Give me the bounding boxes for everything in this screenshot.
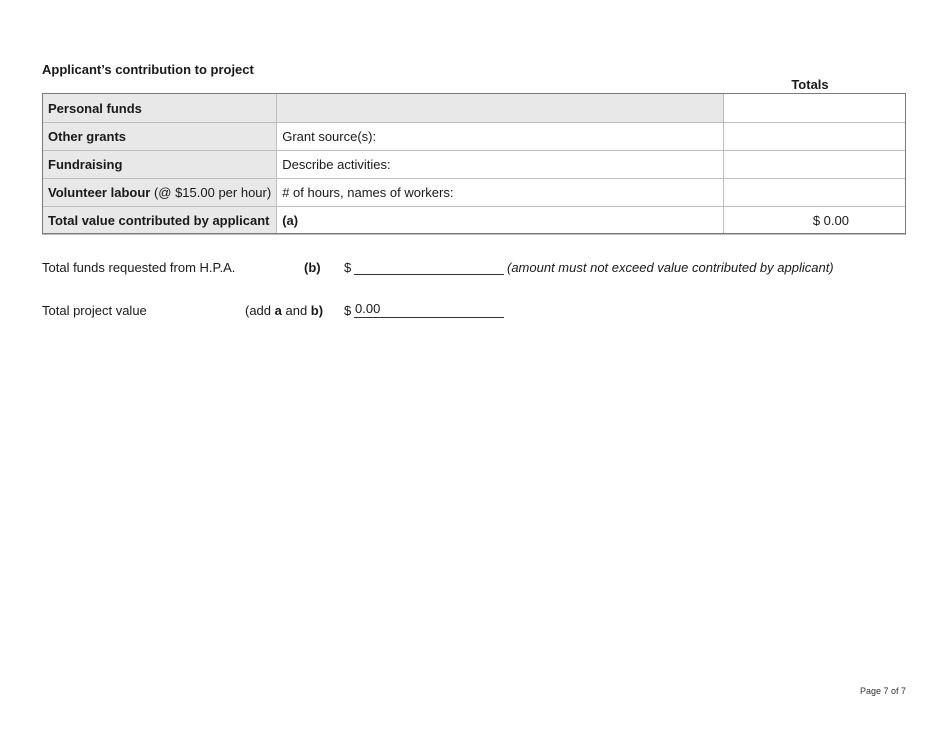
fundraising-activities-field[interactable]: Describe activities: <box>277 151 723 179</box>
code-prefix: (add <box>245 303 275 318</box>
code-b: b <box>310 303 319 318</box>
other-grants-total-field[interactable] <box>723 123 905 151</box>
table-row-total-contributed <box>43 207 906 235</box>
page-number: Page 7 of 7 <box>859 686 906 696</box>
funds-requested-label: Total funds requested from H.P.A. <box>42 260 236 275</box>
code-suffix: ) <box>318 303 324 318</box>
funds-requested-currency: $ <box>344 260 352 275</box>
project-value-label: Total project value <box>42 303 147 318</box>
grant-sources-field[interactable]: Grant source(s): <box>277 123 723 151</box>
row-label-fundraising <box>43 151 277 179</box>
total-contributed-value: $ 0.00 <box>723 207 905 235</box>
funds-requested-note: (amount must not exceed value contributed by applicant) <box>507 260 834 275</box>
row-label-rate: (@ $15.00 per hour) <box>150 185 272 200</box>
project-value-field <box>354 303 504 318</box>
fundraising-total-field[interactable] <box>723 151 905 179</box>
personal-funds-description-field <box>277 94 723 123</box>
code-a: a <box>274 303 282 318</box>
funds-requested-code: (b) <box>304 260 321 275</box>
personal-funds-total-field[interactable] <box>723 94 905 123</box>
totals-column-header: Totals <box>791 77 829 92</box>
row-label-text: Fundraising <box>48 157 123 172</box>
table-row-volunteer-labour <box>43 179 906 207</box>
row-label-personal-funds <box>43 94 277 123</box>
row-label-text: Other grants <box>48 129 127 144</box>
project-value-code <box>245 303 323 318</box>
row-label-text: Personal funds <box>48 100 142 116</box>
table-row-personal-funds <box>43 94 906 123</box>
table-row-fundraising <box>43 151 906 179</box>
volunteer-labour-total-field[interactable] <box>723 179 905 207</box>
total-contributed-code: (a) <box>277 207 723 235</box>
code-and: and <box>281 303 311 318</box>
row-label-text: Volunteer labour <box>48 185 151 200</box>
project-value-currency: $ <box>344 303 352 318</box>
project-value-amount: 0.00 <box>355 301 381 316</box>
section-title: Applicant’s contribution to project <box>42 62 254 77</box>
table-row-other-grants <box>43 123 906 151</box>
row-label-other-grants <box>43 123 277 151</box>
row-label-total-contributed <box>43 207 277 235</box>
row-label-volunteer-labour <box>43 179 277 207</box>
contribution-table <box>42 93 906 235</box>
row-label-text: Total value contributed by applicant <box>48 213 270 228</box>
funds-requested-input[interactable] <box>354 260 504 275</box>
volunteer-hours-field[interactable]: # of hours, names of workers: <box>277 179 723 207</box>
